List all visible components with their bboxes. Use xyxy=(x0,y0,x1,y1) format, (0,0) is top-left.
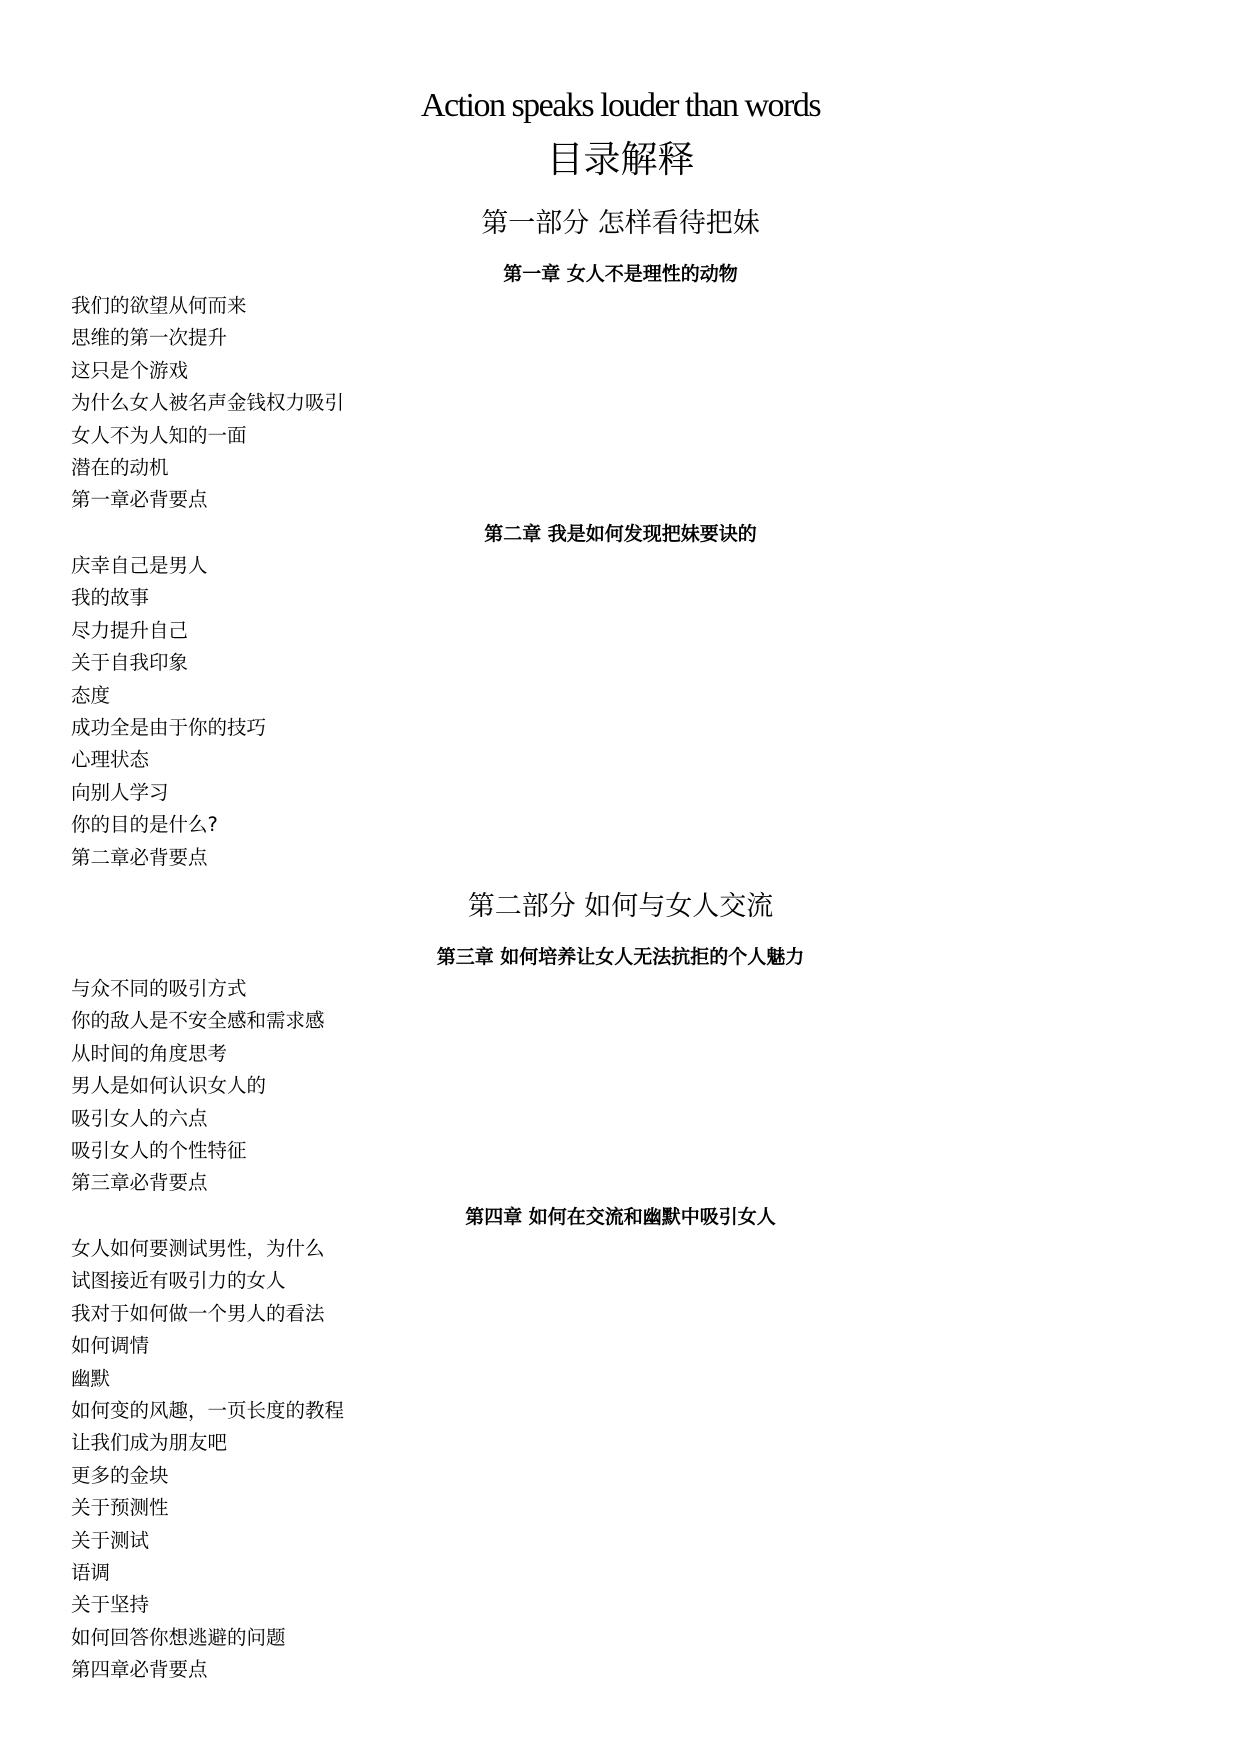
list-item: 关于预测性 xyxy=(71,1496,169,1520)
list-item: 心理状态 xyxy=(71,748,150,772)
list-item: 关于自我印象 xyxy=(71,651,189,675)
list-item: 思维的第一次提升 xyxy=(71,326,228,350)
list-item: 如何回答你想逃避的问题 xyxy=(71,1625,286,1649)
list-item: 我们的欲望从何而来 xyxy=(71,294,247,317)
list-item: 潜在的动机 xyxy=(71,455,169,479)
list-item: 关于坚持 xyxy=(71,1593,150,1617)
part-1-heading: 第一部分 怎样看待把妹 xyxy=(481,208,760,239)
list-item: 让我们成为朋友吧 xyxy=(71,1431,228,1455)
list-item: 你的敌人是不安全感和需求感 xyxy=(71,1009,325,1033)
list-item: 态度 xyxy=(71,683,111,707)
list-item: 第三章必背要点 xyxy=(71,1171,208,1195)
list-item: 吸引女人的个性特征 xyxy=(71,1138,247,1162)
chapter-3-heading: 第三章 如何培养让女人无法抗拒的个人魅力 xyxy=(436,946,805,968)
chapter-4-items xyxy=(71,1233,344,1686)
list-item: 语调 xyxy=(71,1560,111,1584)
list-item: 更多的金块 xyxy=(71,1463,169,1487)
list-item: 吸引女人的六点 xyxy=(71,1106,208,1130)
list-item: 关于测试 xyxy=(71,1528,150,1552)
list-item: 你的目的是什么? xyxy=(71,813,218,837)
list-item: 第一章必背要点 xyxy=(71,488,208,512)
list-item: 试图接近有吸引力的女人 xyxy=(71,1269,286,1293)
chapter-1-items xyxy=(71,290,344,517)
list-item: 为什么女人被名声金钱权力吸引 xyxy=(71,391,345,415)
list-item: 第四章必背要点 xyxy=(71,1658,208,1682)
list-item: 从时间的角度思考 xyxy=(71,1041,228,1065)
list-item: 女人如何要测试男性，为什么 xyxy=(71,1237,325,1260)
list-item: 与众不同的吸引方式 xyxy=(71,977,247,1000)
list-item: 向别人学习 xyxy=(71,780,169,804)
list-item: 男人是如何认识女人的 xyxy=(71,1074,267,1098)
chapter-3-items xyxy=(71,973,325,1200)
chapter-2-heading: 第二章 我是如何发现把妹要诀的 xyxy=(484,523,757,545)
list-item: 我的故事 xyxy=(71,586,150,610)
list-item: 成功全是由于你的技巧 xyxy=(71,715,267,739)
english-title: Action speaks louder than words xyxy=(420,87,821,124)
part-2-heading: 第二部分 如何与女人交流 xyxy=(467,891,774,922)
chapter-4-heading: 第四章 如何在交流和幽默中吸引女人 xyxy=(465,1206,776,1228)
list-item: 女人不为人知的一面 xyxy=(71,423,247,447)
chapter-2-items xyxy=(71,550,266,874)
list-item: 如何变的风趣，一页长度的教程 xyxy=(71,1398,345,1422)
list-item: 幽默 xyxy=(71,1366,111,1390)
list-item: 尽力提升自己 xyxy=(71,618,189,642)
list-item: 这只是个游戏 xyxy=(71,358,189,382)
list-item: 如何调情 xyxy=(71,1334,150,1358)
list-item: 第二章必背要点 xyxy=(71,845,208,869)
chapter-1-heading: 第一章 女人不是理性的动物 xyxy=(503,263,738,285)
list-item: 庆幸自己是男人 xyxy=(71,554,208,577)
list-item: 我对于如何做一个男人的看法 xyxy=(71,1301,325,1325)
page-title: 目录解释 xyxy=(546,138,695,181)
